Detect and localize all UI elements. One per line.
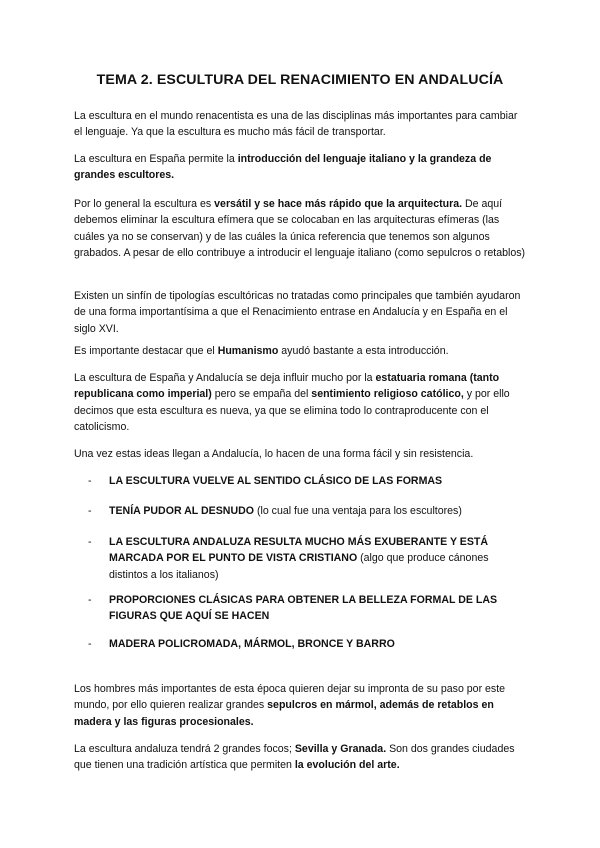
bullet-marker: - [88,505,92,517]
bullet-text: (lo cual fue una ventaja para los escultores) [254,505,462,517]
bullet-item [88,592,526,625]
paragraph-bold: la evolución del arte. [294,759,400,772]
paragraph-versatile [74,196,526,262]
paragraph-text: Es importante destacar que el [74,345,218,357]
bullet-marker: - [88,475,92,487]
paragraph-spain [74,151,526,184]
bullet-bold-text: LA ESCULTURA VUELVE AL SENTIDO CLÁSICO DE LAS FORMAS [109,475,443,487]
paragraph-humanism [74,343,526,359]
paragraph-bold: estatuaria romana (tanto republicana como imperial) [74,372,500,401]
paragraph-bold: versátil y se hace más rápido que la arquitectura. [214,198,463,210]
bullet-text: (algo que produce cánones distintos a los italianos) [109,552,489,581]
paragraph-text: ayudó bastante a esta introducción. [278,345,449,357]
bullet-item [88,503,526,519]
page-title: TEMA 2. ESCULTURA DEL RENACIMIENTO EN ANDALUCÍA [96,72,504,88]
bullet-bold-text: LA ESCULTURA ANDALUZA RESULTA MUCHO MÁS EXUBERANTE Y ESTÁ MARCADA POR EL PUNTO DE VISTA CRISTIANO [109,536,489,565]
bullet-item [88,636,526,652]
paragraph-text: La escultura en España permite la [74,153,238,165]
paragraph-text: Por lo general la escultura es [74,198,215,210]
paragraph-focuses [74,741,526,774]
bullet-marker: - [88,594,92,606]
paragraph-text: Son dos grandes ciudades que tienen una tradición artística que permiten [74,743,515,772]
paragraph-bold: sentimiento religioso católico, [311,388,464,401]
paragraph-text: Existen un sinfín de tipologías escultóricas no tratadas como principales que también ayudaron de una forma importantísima a que el Renacimiento entrase en Andalucía y en España en el siglo XVI. [74,290,521,335]
bullet-marker: - [88,536,92,548]
paragraph-sepulchres [74,681,526,730]
paragraph-text: y por ello decimos que esta escultura es nueva, ya que se elimina todo lo contraproducente con el catolicismo. [74,388,510,434]
paragraph-text: Una vez estas ideas llegan a Andalucía, lo hacen de una forma fácil y sin resistencia. [74,448,474,460]
paragraph-bold: introducción del lenguaje italiano y la grandeza de grandes escultores. [74,153,492,182]
bullet-bold-text: TENÍA PUDOR AL DESNUDO [109,505,254,517]
paragraph-text: La escultura en el mundo renacentista es una de las disciplinas más importantes para cambiar el lenguaje. Ya que la escultura es mucho más fácil de transportar. [74,110,518,139]
paragraph-andalusia [74,446,526,462]
paragraph-text: La escultura andaluza tendrá 2 grandes focos; [74,743,295,755]
paragraph-text: Los hombres más importantes de esta época quieren dejar su impronta de su paso por este mundo, por ello quieren realizar grandes [74,683,506,712]
paragraph-bold: Humanismo [217,345,279,357]
bullet-bold-text: MADERA POLICROMADA, MÁRMOL, BRONCE Y BARRO [109,638,395,650]
paragraph-roman-statuary [74,370,526,436]
paragraph-text: pero se empaña del [211,388,312,401]
bullet-bold-text: PROPORCIONES CLÁSICAS PARA OBTENER LA BELLEZA FORMAL DE LAS FIGURAS QUE AQUÍ SE HACEN [109,594,498,623]
paragraph-typologies [74,288,526,337]
paragraph-intro [74,108,526,141]
paragraph-bold: Sevilla y Granada. [294,743,387,755]
bullet-item [88,534,526,583]
paragraph-text: La escultura de España y Andalucía se deja influir mucho por la [74,372,376,384]
bullet-marker: - [88,638,92,650]
bullet-item [88,473,526,489]
paragraph-bold: sepulcros en mármol, además de retablos en madera y las figuras procesionales. [74,699,494,728]
paragraph-text: De aquí debemos eliminar la escultura efímera que se colocaban en las arquitecturas efímeras (las cuáles ya no se conservan) y de las cuáles la única referencia que tenemos son algunos grabados. A pesar de ello contribuye a introducir el lenguaje italiano (como sepulcros o retablos) [74,198,526,260]
